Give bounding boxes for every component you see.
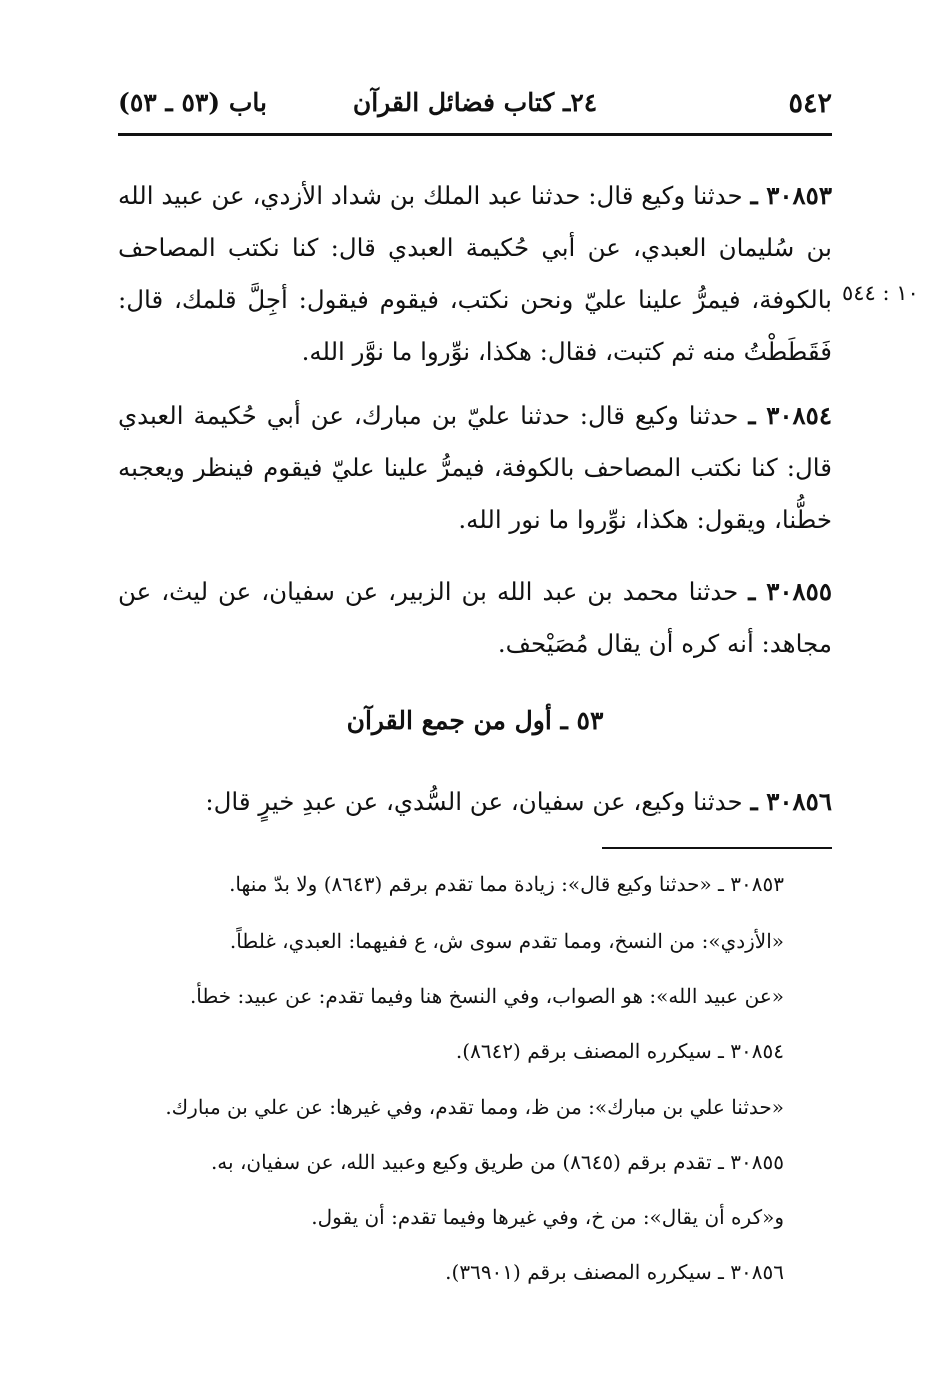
- footnote: «الأزدي»: من النسخ، ومما تقدم سوى ش، ع ففيهما: العبدي، غلطاً.: [229, 929, 784, 953]
- running-header: [118, 88, 832, 128]
- header-rule: [118, 133, 832, 136]
- hadith-entry: [118, 776, 832, 828]
- hadith-entry: [118, 566, 832, 670]
- hadith-number: ٣٠٨٥٦ ـ: [750, 787, 832, 816]
- footnote: «عن عبيد الله»: هو الصواب، وفي النسخ هنا وفيما تقدم: عن عبيد: خطأ.: [189, 984, 784, 1008]
- hadith-text: حدثنا وكيع قال: حدثنا عبد الملك بن شداد الأزدي، عن عبيد الله بن سُليمان العبدي، عن أبي حُكيمة العبدي قال: كنا نكتب المصاحف بالكوفة، فيمرُّ علينا عليّ ونحن نكتب، فيقوم فيقول: أجِلَّ قلمك، قال: فَقَطَطْتُ منه ثم كتبت، فقال: هكذا، نوِّروا ما نوَّر الله.: [118, 181, 832, 366]
- hadith-text: حدثنا محمد بن عبد الله بن الزبير، عن سفيان، عن ليث، عن مجاهد: أنه كره أن يقال مُصَيْحف.: [118, 577, 832, 658]
- hadith-entry: [118, 170, 832, 378]
- footnote: و«كره أن يقال»: من خ، وفي غيرها وفيما تقدم: أن يقول.: [311, 1205, 784, 1229]
- footnote-separator: [602, 847, 832, 849]
- footnote: ٣٠٨٥٤ ـ سيكرره المصنف برقم (٨٦٤٢).: [455, 1039, 784, 1063]
- chapter-range: باب (٥٣ ـ ٥٣): [118, 88, 267, 117]
- footnote: ٣٠٨٥٥ ـ تقدم برقم (٨٦٤٥) من طريق وكيع وعبيد الله، عن سفيان، به.: [210, 1150, 784, 1174]
- hadith-number: ٣٠٨٥٥ ـ: [748, 577, 832, 606]
- hadith-number: ٣٠٨٥٤ ـ: [748, 401, 832, 430]
- hadith-number: ٣٠٨٥٣ ـ: [750, 181, 832, 210]
- section-title: ٥٣ ـ أول من جمع القرآن: [346, 706, 604, 735]
- hadith-entry: [118, 390, 832, 546]
- footnote: ٣٠٨٥٦ ـ سيكرره المصنف برقم (٣٦٩٠١).: [445, 1260, 784, 1284]
- book-title: ٢٤ـ كتاب فضائل القرآن: [352, 88, 598, 117]
- page-number: ٥٤٢: [788, 88, 832, 119]
- hadith-text: حدثنا وكيع، عن سفيان، عن السُّدي، عن عبدِ خيرٍ قال:: [205, 787, 751, 816]
- footnote: «حدثنا علي بن مبارك»: من ظ، ومما تقدم، وفي غيرها: عن علي بن مبارك.: [165, 1095, 784, 1119]
- hadith-text: حدثنا وكيع قال: حدثنا عليّ بن مبارك، عن أبي حُكيمة العبدي قال: كنا نكتب المصاحف بالكوفة، فيمرُّ علينا عليّ فيقوم فينظر ويعجبه خطُّنا، ويقول: هكذا، نوِّروا ما نور الله.: [118, 401, 832, 534]
- footnote: ٣٠٨٥٣ ـ «حدثنا وكيع قال»: زيادة مما تقدم برقم (٨٦٤٣) ولا بدّ منها.: [229, 872, 784, 896]
- margin-reference: ١٠ : ٥٤٤: [842, 281, 919, 305]
